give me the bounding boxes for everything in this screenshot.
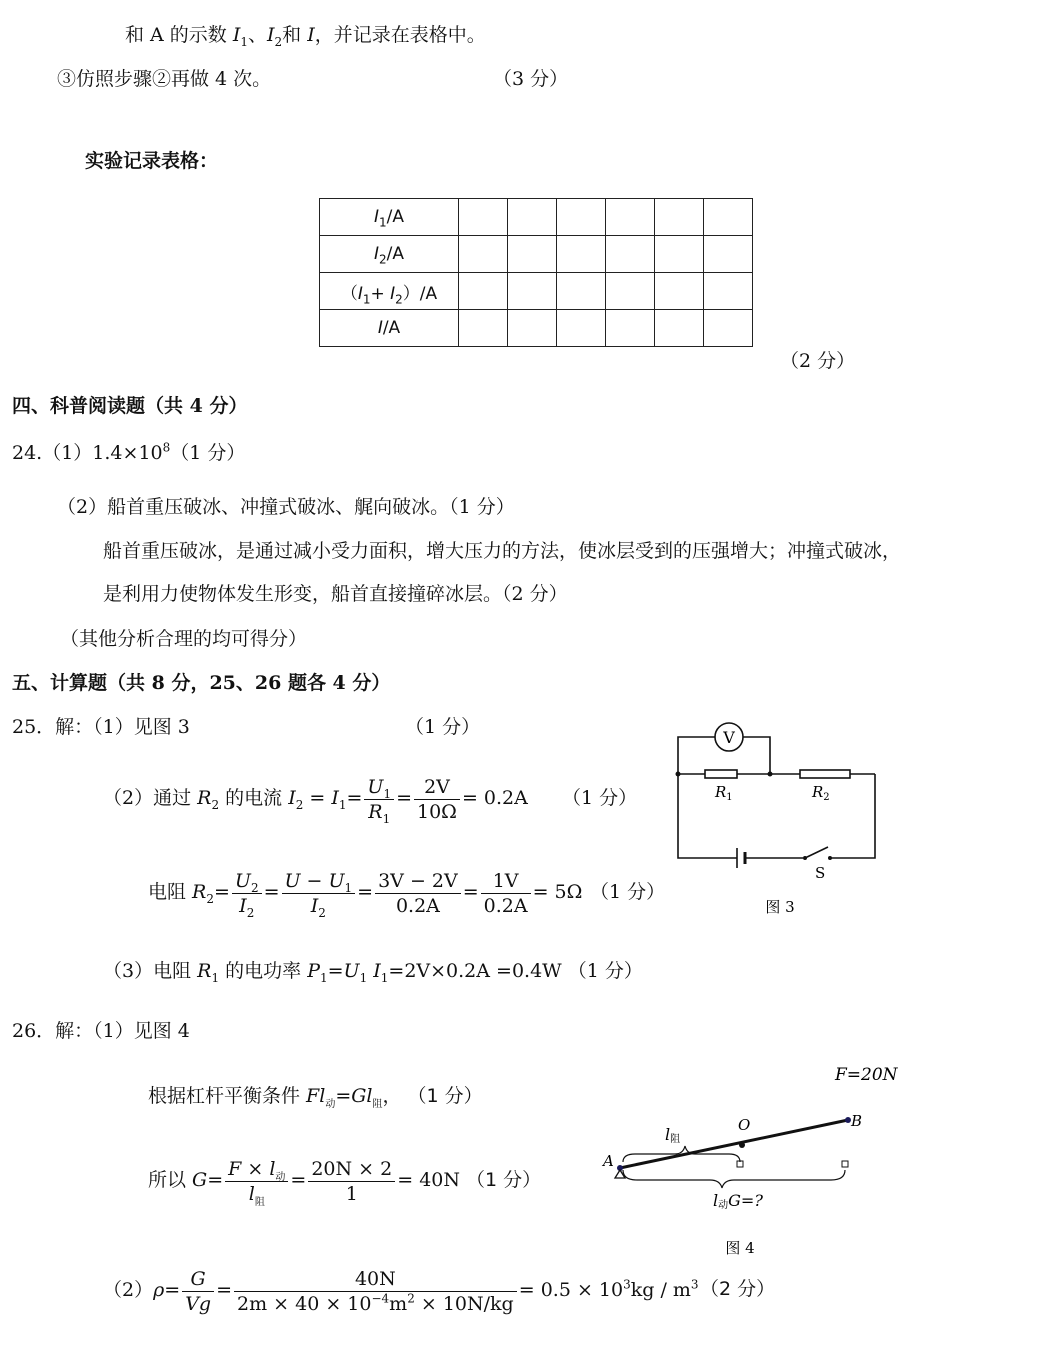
voltmeter-icon [715,723,743,751]
row-header: $(I_1+ I_2)/A$ [320,273,459,310]
r2-label: $R_2$ [812,783,830,803]
figure3-caption: 图 3 [765,898,795,916]
q24-part2-analysis-cont: 是利用力使物体发生形变，船首直接撞碎冰层。（2 分） [103,583,568,605]
row-header: $I_1/A$ [320,199,459,236]
row-header: I/A [320,310,459,347]
section5-title: 五、计算题（共 8 分，25、26 题各 4 分） [12,672,391,694]
q26-part1: 26．解：（1）见图 4 [12,1020,190,1042]
r1-label: $R_1$ [715,783,733,803]
table-row [320,273,753,310]
junction-dot [676,772,681,777]
q25-part2: （2）通过 $R_2$ 的电流 $I_2 = I_1=$ $\frac{U_1}{R_1}$ = $\frac{2V}{10\Omega}$ = 0.2A [103,775,528,826]
q25-resistance-score: （1 分） [590,881,666,903]
fraction-1v: $\frac{1V}{0.2A}$ [481,869,531,918]
fraction-diff-i2: $\frac{U - U_1}{I_2}$ [282,869,356,918]
step3-score: （3 分） [493,68,569,90]
q25-part1: 25．解：（1）见图 3 [12,716,190,738]
q25-part3: （3）电阻 $R_1$ 的电功率 $P_1=U_1$ $I_1=2V\times 0.2A =0.4W$ （1 分） [103,960,643,985]
label-a: A [603,1152,614,1170]
force-label: F=20N [835,1065,898,1085]
label-l-dong: l动G=? [713,1191,763,1211]
junction-dot [768,772,773,777]
fraction-20n: $\frac{20N \times 2}{1}$ [308,1157,395,1206]
q26-balance: 根据杠杆平衡条件 $Fl_动=Gl_阻$， （1 分） [148,1085,483,1110]
switch-label: S [815,864,826,882]
fraction-u1-r1: $\frac{U_1}{R_1}$ [364,775,394,824]
brace-l-dong [623,1170,845,1188]
label-o: O [738,1116,751,1134]
q24-part2-analysis: 船首重压破冰，是通过减小受力面积，增大压力的方法，使冰层受到的压强增大；冲撞式破冰， [103,540,902,562]
q24-note: （其他分析合理的均可得分） [60,628,308,650]
lever-bar [620,1120,848,1168]
battery-icon [737,848,745,868]
fraction-2v-10ohm: $\frac{2V}{10\Omega}$ [414,775,460,824]
fraction-g-vg: $\frac{G}{Vg}$ [182,1267,214,1316]
switch-icon [803,847,832,860]
q26-density: （2）ρ= $\frac{G}{Vg}$ = $\frac{40N}{2m \times 40 \times 10^{-4}m^2 \times 10N/kg}$ = $0.5 \times 10^3kg / m^3$ [103,1267,699,1315]
record-table [319,198,753,347]
section4-title: 四、科普阅读题（共 4 分） [12,395,248,417]
resistor-icon [705,770,737,778]
label-b: B [851,1112,863,1130]
q25-part2-score: （1 分） [562,787,638,809]
table-title: 实验记录表格： [85,150,219,172]
resistor-icon [800,770,850,778]
q26-density-score: （2 分） [700,1278,776,1300]
table-row [320,310,753,347]
label-l-zu: l阻 [665,1125,681,1145]
right-angle-marker [842,1161,848,1167]
table-score: （2 分） [780,350,856,372]
circuit-diagram [670,712,885,922]
table-row [320,236,753,273]
q25-resistance: 电阻 $R_2=$ $\frac{U_2}{I_2}$ = $\frac{U - U_1}{I_2}$ = $\frac{3V - 2V}{0.2A}$ = $\frac{1V}{0.2A}$ = 5Ω [148,869,583,920]
point-o [739,1142,745,1148]
fraction-u2-i2: $\frac{U_2}{I_2}$ [232,869,262,918]
fraction-density: $\frac{40N}{2m \times 40 \times 10^{-4}m^2 \times 10N/kg}$ [234,1267,517,1316]
q26-gravity: 所以 G= $\frac{F \times l_动}{l_阻}$ = $\frac{20N \times 2}{1}$ = 40N （1 分） [148,1157,542,1208]
step3-text: ③仿照步骤②再做 4 次。 [57,68,272,90]
fraction-3v-2v: $\frac{3V - 2V}{0.2A}$ [375,869,461,918]
fraction-f-l: $\frac{F \times l_动}{l_阻}$ [225,1157,288,1206]
figure4-caption: 图 4 [725,1239,755,1257]
q24-part1: $24.(1)1.4\times 10^8(1$ 分） [12,440,246,464]
q24-part2: （2）船首重压破冰、冲撞式破冰、艉向破冰。（1 分） [57,496,515,518]
step2-continuation: 和 A 的示数 $I_1$、$I_2$和 I，并记录在表格中。 [125,24,486,49]
row-header: $I_2/A$ [320,236,459,273]
lever-diagram [595,1058,915,1263]
voltmeter-label: V [723,728,735,747]
q25-part1-score: （1 分） [405,716,481,738]
table-row [320,199,753,236]
